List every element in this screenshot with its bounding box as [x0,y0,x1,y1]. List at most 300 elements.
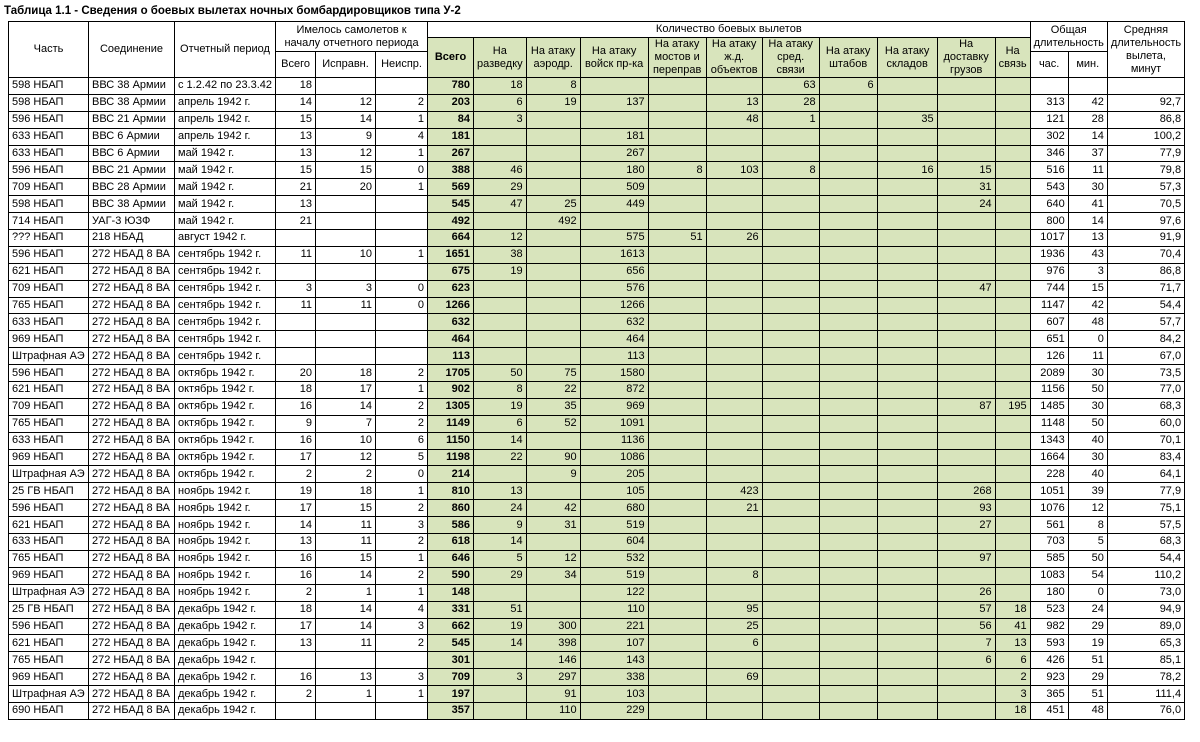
cell-bridges [648,432,706,449]
cell-aircraft-total [276,230,316,247]
cell-minutes: 54 [1068,567,1107,584]
cell-period: май 1942 г. [175,196,276,213]
cell-period: май 1942 г. [175,179,276,196]
cell-period: сентябрь 1942 г. [175,297,276,314]
cell-minutes: 8 [1068,517,1107,534]
cell-airfields: 75 [526,365,580,382]
cell-period: октябрь 1942 г. [175,432,276,449]
cell-comms [762,280,819,297]
cell-bridges [648,702,706,719]
cell-sorties-total: 214 [428,466,474,483]
cell-rail [706,78,762,95]
cell-recon [474,348,527,365]
cell-cargo [937,297,995,314]
cell-period: декабрь 1942 г. [175,669,276,686]
cell-bridges [648,398,706,415]
cell-troops: 1580 [580,365,648,382]
cell-liaison [995,348,1030,365]
cell-serviceable [316,702,376,719]
cell-avg-duration: 86,8 [1107,263,1184,280]
header-depots: На атаку складов [877,38,937,78]
cell-rail [706,652,762,669]
cell-avg-duration: 65,3 [1107,635,1184,652]
table-header [9,22,1185,78]
cell-depots [877,567,937,584]
cell-unit: 709 НБАП [9,179,89,196]
cell-bridges [648,297,706,314]
table-row [9,331,1185,348]
cell-cargo [937,534,995,551]
cell-serviceable: 20 [316,179,376,196]
cell-aircraft-total [276,263,316,280]
cell-depots [877,652,937,669]
cell-sorties-total: 675 [428,263,474,280]
cell-aircraft-total: 16 [276,550,316,567]
cell-troops: 113 [580,348,648,365]
cell-minutes: 29 [1068,618,1107,635]
cell-unit: 621 НБАП [9,263,89,280]
cell-depots [877,365,937,382]
cell-unserviceable: 2 [376,635,428,652]
cell-serviceable: 15 [316,550,376,567]
cell-formation: УАГ-3 ЮЗФ [89,213,175,230]
cell-cargo [937,567,995,584]
cell-hq [819,398,877,415]
cell-hours: 180 [1030,584,1068,601]
cell-minutes: 50 [1068,415,1107,432]
table-row [9,246,1185,263]
cell-airfields [526,297,580,314]
cell-airfields [526,263,580,280]
cell-troops: 680 [580,500,648,517]
cell-airfields: 42 [526,500,580,517]
cell-serviceable: 14 [316,567,376,584]
cell-formation: 272 НБАД 8 ВА [89,263,175,280]
cell-comms [762,500,819,517]
cell-formation: 272 НБАД 8 ВА [89,297,175,314]
cell-unit: Штрафная АЭ [9,348,89,365]
cell-serviceable: 11 [316,635,376,652]
cell-cargo: 93 [937,500,995,517]
cell-liaison: 3 [995,686,1030,703]
cell-hq [819,365,877,382]
cell-period: ноябрь 1942 г. [175,500,276,517]
cell-airfields [526,128,580,145]
cell-liaison [995,314,1030,331]
cell-aircraft-total: 15 [276,111,316,128]
cell-rail [706,449,762,466]
table-row [9,263,1185,280]
cell-formation: 272 НБАД 8 ВА [89,483,175,500]
cell-minutes: 30 [1068,365,1107,382]
cell-avg-duration: 57,5 [1107,517,1184,534]
cell-unserviceable: 1 [376,550,428,567]
cell-avg-duration: 75,1 [1107,500,1184,517]
cell-unit: 596 НБАП [9,162,89,179]
cell-comms [762,213,819,230]
cell-unserviceable [376,348,428,365]
cell-cargo: 56 [937,618,995,635]
cell-depots [877,415,937,432]
cell-unserviceable: 1 [376,483,428,500]
cell-airfields: 52 [526,415,580,432]
table-row [9,534,1185,551]
cell-comms [762,550,819,567]
cell-troops: 656 [580,263,648,280]
cell-depots [877,179,937,196]
cell-sorties-total: 1651 [428,246,474,263]
cell-cargo [937,669,995,686]
cell-troops: 1086 [580,449,648,466]
cell-hours: 651 [1030,331,1068,348]
cell-recon: 6 [474,415,527,432]
cell-hours: 607 [1030,314,1068,331]
cell-avg-duration: 94,9 [1107,601,1184,618]
table-row [9,449,1185,466]
cell-troops: 509 [580,179,648,196]
cell-liaison: 195 [995,398,1030,415]
cell-bridges [648,483,706,500]
cell-avg-duration: 68,3 [1107,534,1184,551]
cell-rail: 48 [706,111,762,128]
cell-comms [762,246,819,263]
cell-hq [819,635,877,652]
cell-recon: 12 [474,230,527,247]
cell-serviceable: 14 [316,601,376,618]
cell-unit: 596 НБАП [9,500,89,517]
cell-cargo [937,78,995,95]
cell-avg-duration: 70,1 [1107,432,1184,449]
cell-avg-duration: 57,3 [1107,179,1184,196]
cell-recon [474,702,527,719]
cell-avg-duration: 97,6 [1107,213,1184,230]
cell-troops: 604 [580,534,648,551]
cell-rail [706,534,762,551]
cell-formation: 272 НБАД 8 ВА [89,534,175,551]
cell-bridges [648,382,706,399]
cell-unserviceable [376,652,428,669]
cell-rail [706,213,762,230]
cell-sorties-total: 709 [428,669,474,686]
cell-rail [706,179,762,196]
cell-avg-duration: 70,4 [1107,246,1184,263]
cell-comms: 63 [762,78,819,95]
cell-recon: 13 [474,483,527,500]
cell-bridges: 51 [648,230,706,247]
cell-liaison: 2 [995,669,1030,686]
cell-comms [762,348,819,365]
cell-minutes: 13 [1068,230,1107,247]
cell-sorties-total: 618 [428,534,474,551]
cell-comms [762,601,819,618]
cell-cargo [937,111,995,128]
cell-liaison [995,280,1030,297]
cell-avg-duration: 83,4 [1107,449,1184,466]
cell-period: сентябрь 1942 г. [175,263,276,280]
cell-bridges [648,449,706,466]
cell-comms [762,398,819,415]
cell-minutes: 51 [1068,686,1107,703]
cell-formation: 272 НБАД 8 ВА [89,652,175,669]
cell-serviceable: 12 [316,94,376,111]
cell-unit: 709 НБАП [9,398,89,415]
cell-troops: 632 [580,314,648,331]
cell-period: октябрь 1942 г. [175,382,276,399]
cell-aircraft-total: 13 [276,534,316,551]
cell-recon [474,128,527,145]
cell-liaison: 13 [995,635,1030,652]
cell-unit: 621 НБАП [9,382,89,399]
cell-unit: 969 НБАП [9,449,89,466]
cell-formation: 272 НБАД 8 ВА [89,584,175,601]
cell-cargo [937,213,995,230]
cell-period: сентябрь 1942 г. [175,314,276,331]
cell-hours: 121 [1030,111,1068,128]
cell-serviceable: 12 [316,449,376,466]
cell-bridges: 8 [648,162,706,179]
cell-airfields [526,179,580,196]
cell-formation: 272 НБАД 8 ВА [89,314,175,331]
cell-hq [819,314,877,331]
cell-aircraft-total: 18 [276,78,316,95]
cell-airfields: 492 [526,213,580,230]
cell-formation: ВВС 6 Армии [89,145,175,162]
cell-cargo: 268 [937,483,995,500]
cell-unit: 633 НБАП [9,314,89,331]
cell-airfields: 297 [526,669,580,686]
cell-formation: 272 НБАД 8 ВА [89,382,175,399]
cell-sorties-total: 181 [428,128,474,145]
cell-sorties-total: 1305 [428,398,474,415]
cell-depots [877,449,937,466]
cell-unserviceable [376,263,428,280]
cell-serviceable [316,230,376,247]
cell-minutes: 11 [1068,162,1107,179]
cell-hours: 1485 [1030,398,1068,415]
cell-comms [762,466,819,483]
cell-unserviceable [376,331,428,348]
cell-hq [819,348,877,365]
cell-unserviceable: 0 [376,162,428,179]
cell-avg-duration: 71,7 [1107,280,1184,297]
header-airfields: На атаку аэродр. [526,38,580,78]
cell-period: октябрь 1942 г. [175,449,276,466]
cell-formation: 272 НБАД 8 ВА [89,635,175,652]
cell-recon: 22 [474,449,527,466]
cell-cargo [937,263,995,280]
cell-sorties-total: 860 [428,500,474,517]
cell-bridges [648,179,706,196]
cell-bridges [648,280,706,297]
cell-rail: 95 [706,601,762,618]
cell-bridges [648,94,706,111]
cell-troops: 532 [580,550,648,567]
cell-unit: 596 НБАП [9,246,89,263]
cell-serviceable: 11 [316,517,376,534]
cell-avg-duration: 85,1 [1107,652,1184,669]
cell-rail [706,196,762,213]
cell-serviceable: 1 [316,686,376,703]
cell-airfields: 146 [526,652,580,669]
cell-unit: 621 НБАП [9,635,89,652]
cell-depots [877,534,937,551]
cell-period: май 1942 г. [175,145,276,162]
cell-depots [877,618,937,635]
cell-troops [580,213,648,230]
cell-hours: 1051 [1030,483,1068,500]
cell-hq [819,230,877,247]
cell-hours: 976 [1030,263,1068,280]
cell-liaison [995,94,1030,111]
cell-liaison [995,263,1030,280]
table-row [9,652,1185,669]
cell-unit: 714 НБАП [9,213,89,230]
header-duration-group: Общая длительность [1030,22,1107,52]
cell-comms [762,517,819,534]
cell-avg-duration: 73,0 [1107,584,1184,601]
cell-hq [819,331,877,348]
cell-airfields: 110 [526,702,580,719]
cell-hours: 365 [1030,686,1068,703]
cell-cargo [937,331,995,348]
table-row [9,567,1185,584]
cell-hours: 516 [1030,162,1068,179]
cell-unserviceable: 4 [376,128,428,145]
cell-airfields: 90 [526,449,580,466]
cell-minutes: 41 [1068,196,1107,213]
cell-hq: 6 [819,78,877,95]
cell-unit: Штрафная АЭ [9,584,89,601]
cell-minutes: 43 [1068,246,1107,263]
cell-rail [706,686,762,703]
table-row [9,196,1185,213]
cell-liaison [995,449,1030,466]
cell-liaison [995,500,1030,517]
cell-aircraft-total [276,348,316,365]
cell-unit: 690 НБАП [9,702,89,719]
cell-minutes: 28 [1068,111,1107,128]
cell-unserviceable: 2 [376,415,428,432]
cell-unserviceable: 4 [376,601,428,618]
cell-depots [877,635,937,652]
cell-liaison [995,297,1030,314]
cell-rail [706,314,762,331]
cell-cargo [937,314,995,331]
cell-period: декабрь 1942 г. [175,635,276,652]
cell-troops [580,111,648,128]
cell-airfields: 22 [526,382,580,399]
cell-period: с 1.2.42 по 23.3.42 [175,78,276,95]
cell-sorties-total: 1705 [428,365,474,382]
cell-unserviceable: 3 [376,517,428,534]
cell-rail [706,432,762,449]
cell-unit: Штрафная АЭ [9,686,89,703]
cell-rail [706,365,762,382]
cell-sorties-total: 1266 [428,297,474,314]
cell-formation: 272 НБАД 8 ВА [89,618,175,635]
cell-recon [474,213,527,230]
cell-recon [474,314,527,331]
cell-bridges [648,686,706,703]
cell-aircraft-total: 11 [276,297,316,314]
cell-period: май 1942 г. [175,213,276,230]
table-row [9,128,1185,145]
cell-formation: ВВС 21 Армии [89,162,175,179]
cell-rail: 6 [706,635,762,652]
cell-recon: 14 [474,635,527,652]
cell-period: апрель 1942 г. [175,111,276,128]
cell-unserviceable: 0 [376,297,428,314]
cell-bridges [648,111,706,128]
cell-hq [819,94,877,111]
cell-depots [877,382,937,399]
cell-hq [819,584,877,601]
cell-troops: 969 [580,398,648,415]
cell-comms [762,635,819,652]
cell-serviceable: 15 [316,500,376,517]
cell-aircraft-total: 17 [276,500,316,517]
cell-unserviceable: 0 [376,466,428,483]
cell-aircraft-total: 14 [276,94,316,111]
cell-comms [762,584,819,601]
cell-hq [819,601,877,618]
cell-recon: 3 [474,111,527,128]
cell-liaison: 18 [995,702,1030,719]
cell-hours: 126 [1030,348,1068,365]
cell-hq [819,567,877,584]
cell-recon: 38 [474,246,527,263]
cell-depots [877,669,937,686]
cell-bridges [648,618,706,635]
cell-sorties-total: 148 [428,584,474,601]
cell-unserviceable: 0 [376,280,428,297]
cell-sorties-total: 632 [428,314,474,331]
cell-airfields: 35 [526,398,580,415]
cell-serviceable [316,348,376,365]
cell-formation: 272 НБАД 8 ВА [89,331,175,348]
cell-aircraft-total: 13 [276,145,316,162]
cell-aircraft-total [276,314,316,331]
cell-sorties-total: 545 [428,196,474,213]
cell-minutes: 42 [1068,94,1107,111]
cell-hq [819,618,877,635]
cell-period: ноябрь 1942 г. [175,534,276,551]
cell-period: сентябрь 1942 г. [175,280,276,297]
cell-depots [877,280,937,297]
table-row [9,584,1185,601]
cell-period: декабрь 1942 г. [175,702,276,719]
cell-liaison [995,246,1030,263]
cell-avg-duration: 78,2 [1107,669,1184,686]
cell-cargo: 6 [937,652,995,669]
cell-avg-duration: 89,0 [1107,618,1184,635]
cell-serviceable: 14 [316,398,376,415]
cell-formation: 272 НБАД 8 ВА [89,280,175,297]
cell-minutes: 30 [1068,179,1107,196]
cell-hq [819,263,877,280]
cell-depots [877,297,937,314]
cell-hq [819,500,877,517]
cell-bridges [648,567,706,584]
cell-aircraft-total: 20 [276,365,316,382]
cell-avg-duration: 70,5 [1107,196,1184,213]
cell-cargo [937,466,995,483]
cell-bridges [648,669,706,686]
cell-hours: 1936 [1030,246,1068,263]
cell-depots [877,432,937,449]
cell-sorties-total: 586 [428,517,474,534]
cell-rail [706,517,762,534]
